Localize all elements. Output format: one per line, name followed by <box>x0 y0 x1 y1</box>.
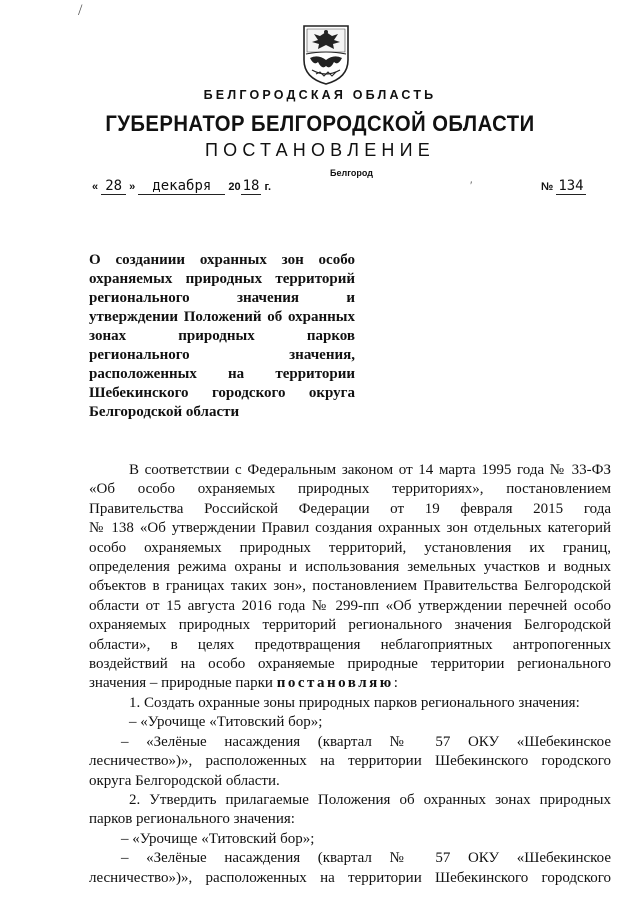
subject-line: зонах природных парков <box>89 328 355 344</box>
document-number <box>541 178 586 194</box>
body-text: : <box>393 675 398 692</box>
subject-line: расположенных на территории <box>89 366 355 382</box>
body-line: В соответствии с Федеральным законом от 14 марта 1995 года № 33-ФЗ <box>129 462 611 478</box>
date-year-abbr: г. <box>264 181 272 193</box>
body-line: области», в целях предотвращения неблагоприятных антропогенных <box>89 636 611 653</box>
body-line: области от 15 августа 2016 года № 299-пп «Об утверждении перечней особо <box>89 597 611 614</box>
list-item: – «Зелёные насаждения (квартал № 57 ОКУ «Шебекинское <box>121 733 611 750</box>
subject-line: Шебекинского городского округа <box>89 385 355 401</box>
list-item: 2. Утвердить прилагаемые Положения об охранных зонах природных <box>129 791 611 808</box>
list-item: – «Зелёные насаждения (квартал № 57 ОКУ «Шебекинское <box>121 850 611 867</box>
coat-of-arms-icon <box>300 22 352 86</box>
number-label: № <box>541 181 554 193</box>
body-line: № 138 «Об утверждении Правил создания охранных зон отдельных категорий <box>89 520 611 537</box>
date-year-prefix: 20 <box>228 181 241 193</box>
body-line: парков регионального значения: <box>89 811 295 828</box>
body-line: Правительства Российской Федерации от 19 февраля 2015 года <box>89 500 611 517</box>
date-close-quote: » <box>129 181 136 193</box>
pen-mark: / <box>78 2 83 19</box>
body-line: воздействий на особо охраняемые природные территории регионального <box>89 656 611 673</box>
subject-line: регионального значения и <box>89 290 355 306</box>
date-day: 28 <box>101 178 126 195</box>
body-line: «Об особо охраняемых природных территориях», постановлением <box>89 481 611 498</box>
body-line: особо охраняемых природных территорий, установления их границ, <box>89 539 611 556</box>
body-line: объектов в границах таких зон», постановлением Правительства Белгородской <box>89 578 611 595</box>
body-line: лесничество»)», расположенных на территории Шебекинского городского <box>89 869 611 886</box>
date-year-suffix: 18 <box>242 178 260 194</box>
subject-line: регионального значения, <box>89 347 355 363</box>
governor-title: ГУБЕРНАТОР БЕЛГОРОДСКОЙ ОБЛАСТИ <box>105 111 535 136</box>
body-line: округа Белгородской области. <box>89 772 280 789</box>
document-type: ПОСТАНОВЛЕНИЕ <box>205 140 435 160</box>
subject-line: О созданиии охранных зон особо <box>89 252 355 268</box>
document-date <box>92 178 271 194</box>
body-line <box>89 674 611 693</box>
subject-line: утверждении Положений об охранных <box>89 309 355 325</box>
body-text: значения – природные парки <box>89 675 277 692</box>
number-value: 134 <box>558 178 584 194</box>
list-item: – «Урочище «Титовский бор»; <box>129 714 323 731</box>
decree-word: постановляю <box>276 675 394 692</box>
document-subject <box>89 251 355 422</box>
list-item: 1. Создать охранные зоны природных парков регионального значения: <box>129 694 580 711</box>
body-line: лесничество»)», расположенных на территории Шебекинского городского <box>89 753 611 770</box>
date-open-quote: « <box>92 181 99 193</box>
city-label: Белгород <box>330 168 373 178</box>
region-title: БЕЛГОРОДСКАЯ ОБЛАСТЬ <box>203 88 437 102</box>
list-item: – «Урочище «Титовский бор»; <box>121 830 315 847</box>
subject-line: охраняемых природных территорий <box>89 271 355 287</box>
body-line: охраняемых природных территорий регионального значения Белгородской <box>89 617 611 634</box>
document-body <box>89 461 611 888</box>
body-line: определения режима охраны и использования земельных участков и водных <box>89 559 611 576</box>
pen-mark: ′ <box>470 178 473 192</box>
subject-line: Белгородской области <box>89 404 240 420</box>
date-month: декабря <box>138 178 225 195</box>
